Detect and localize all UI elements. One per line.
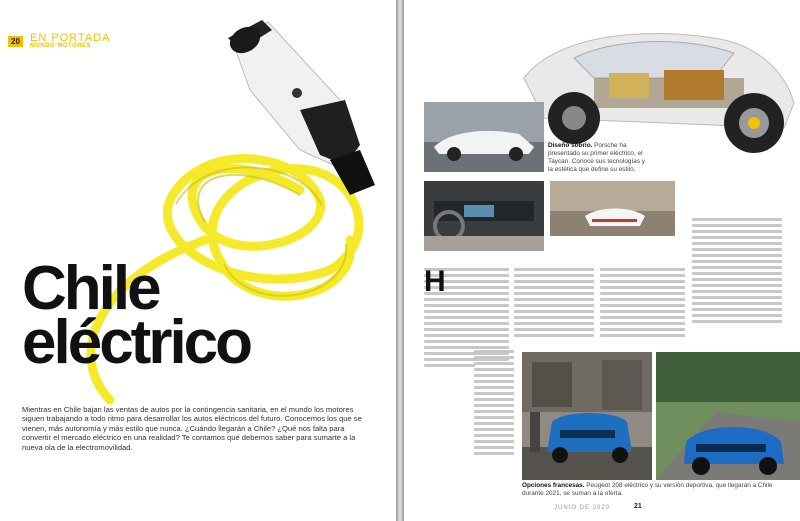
blue-car-road-photo <box>656 352 800 480</box>
page-number-right: 21 <box>634 503 642 510</box>
blue-car-charging-photo <box>522 352 652 480</box>
body-column-5 <box>474 350 514 458</box>
bottom-caption-bold: Opciones francesas. <box>522 482 585 489</box>
body-column-4 <box>692 218 782 326</box>
body-column-3 <box>600 268 685 340</box>
car-rear-road-photo <box>550 181 675 236</box>
white-sports-car-photo <box>424 102 544 172</box>
section-title: EN PORTADA <box>30 32 111 44</box>
title-line-1: Chile <box>22 254 159 323</box>
page-gutter <box>396 0 404 521</box>
top-caption-bold: Diseño sobrio. <box>548 142 593 149</box>
top-caption <box>548 142 648 174</box>
body-column-2 <box>514 268 594 340</box>
bottom-caption-text: Peugeot 208 eléctrico y su versión deportiva, que llegarán a Chile durante 2021, se suman a la oferta. <box>522 482 773 497</box>
bottom-caption <box>522 482 792 498</box>
article-lead: Mientras en Chile bajan las ventas de autos por la contingencia sanitaria, en el mundo los motores siguen trabajando a todo ritmo para desarrollar los autos eléctricos del futuro. Conocemos los que se vienen, más autonomía y más estilo que nunca. ¿Cuándo llegarán a Chile? ¿Qué nos falta para convertir el mercado eléctrico en una realidad? Te contamos qué debemos saber para sumarte a la nueva ola de la electromovilidad. <box>22 405 362 452</box>
top-caption-text: Porsche ha presentado su primer eléctrico, el Taycan. Conoce sus tecnologías y la estética que define su estilo. <box>548 142 645 173</box>
left-page <box>0 0 396 521</box>
page-number-left: 20 <box>8 36 23 47</box>
article-title <box>22 254 251 377</box>
page-footer: JUNIO DE 2020 <box>554 505 611 511</box>
right-page <box>404 0 800 521</box>
drop-cap: H <box>424 265 446 298</box>
car-interior-photo <box>424 181 544 251</box>
section-subtitle: MUNDO MOTORES <box>30 43 92 49</box>
title-line-2: eléctrico <box>22 308 251 377</box>
